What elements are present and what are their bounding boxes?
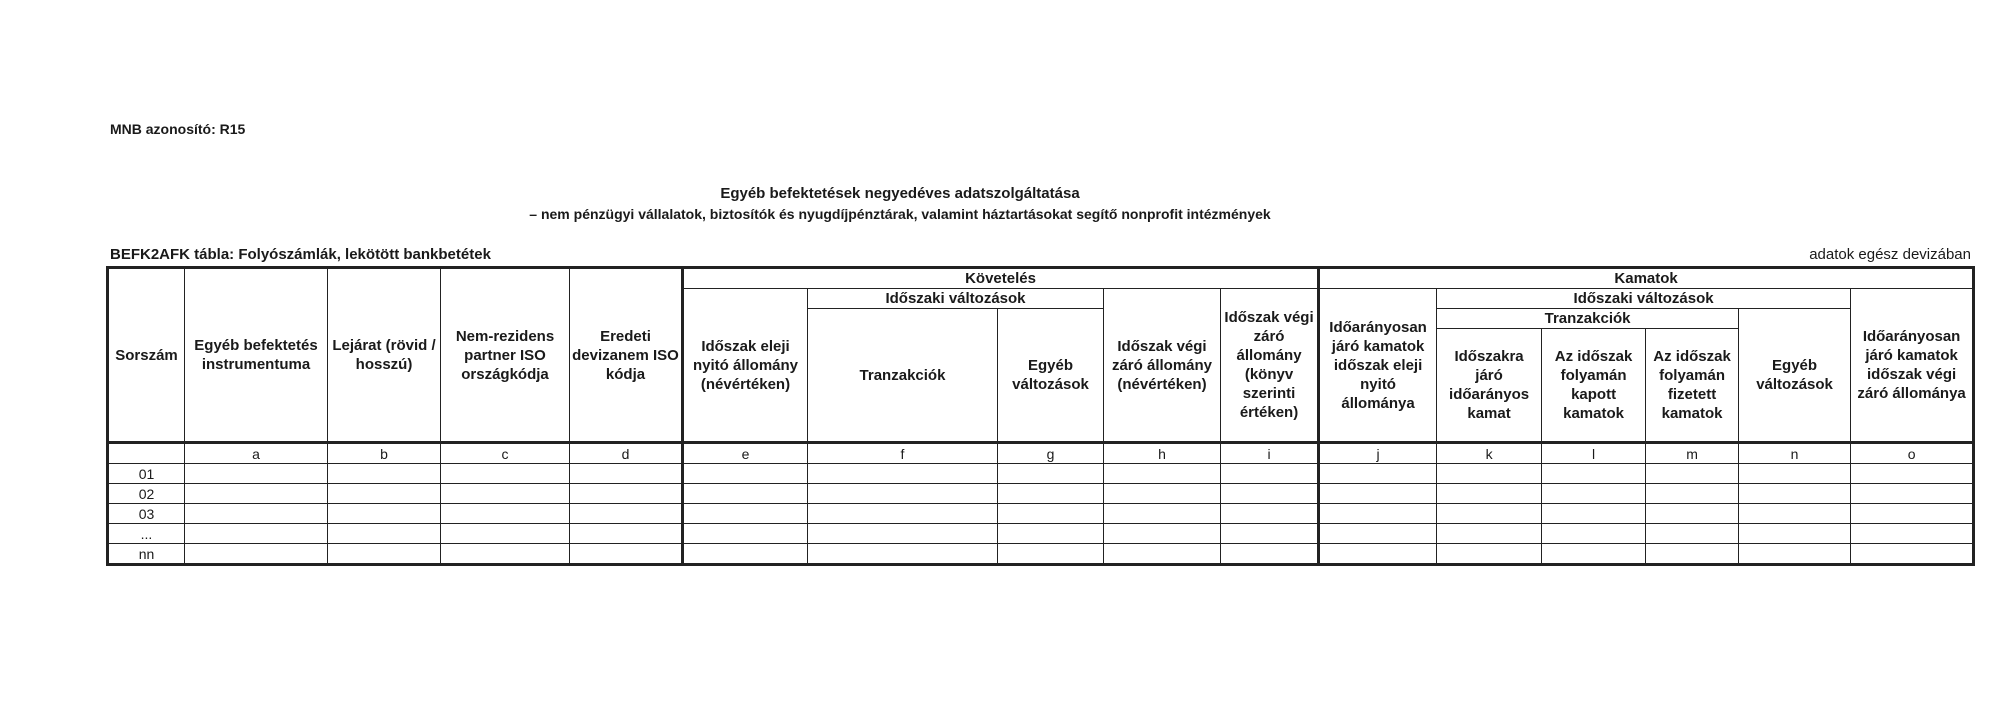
row-number: 03 — [108, 504, 185, 524]
column-letter: g — [998, 443, 1104, 464]
header-col-l: Az időszak folyamán kapott kamatok — [1542, 329, 1646, 443]
column-letter: k — [1437, 443, 1542, 464]
table-row — [108, 544, 1974, 565]
column-letter: h — [1104, 443, 1221, 464]
header-idoszaki-valtozasok-kamatok: Időszaki változások — [1437, 289, 1851, 309]
column-letter: i — [1221, 443, 1319, 464]
header-col-o: Időarányosan járó kamatok időszak végi záró állománya — [1851, 289, 1974, 443]
column-letter: j — [1319, 443, 1437, 464]
column-letter: b — [328, 443, 441, 464]
column-letter: d — [570, 443, 683, 464]
report-table — [106, 266, 1975, 566]
header-col-k: Időszakra járó időarányos kamat — [1437, 329, 1542, 443]
row-number: 02 — [108, 484, 185, 504]
report-subtitle: – nem pénzügyi vállalatok, biztosítók és nyugdíjpénztárak, valamint háztartásokat segítő nonprofit intézmények — [529, 206, 1271, 222]
row-number: 01 — [108, 464, 185, 484]
table-row — [108, 504, 1974, 524]
column-letter: c — [441, 443, 570, 464]
header-col-m: Az időszak folyamán fizetett kamatok — [1646, 329, 1739, 443]
column-letter: n — [1739, 443, 1851, 464]
header-col-n: Egyéb változások — [1739, 309, 1851, 443]
header-col-g: Egyéb változások — [998, 309, 1104, 443]
table-row — [108, 524, 1974, 544]
column-letter: m — [1646, 443, 1739, 464]
header-col-h: Időszak végi záró állomány (névértéken) — [1104, 289, 1221, 443]
header-col-d: Eredeti devizanem ISO kódja — [570, 268, 683, 443]
header-idoszaki-valtozasok-kovetelés: Időszaki változások — [808, 289, 1104, 309]
table-row — [108, 484, 1974, 504]
letter-cell-empty — [108, 443, 185, 464]
mnb-identifier: MNB azonosító: R15 — [110, 121, 246, 137]
unit-note: adatok egész devizában — [1809, 246, 1971, 263]
report-title: Egyéb befektetések negyedéves adatszolgáltatása — [720, 185, 1080, 202]
header-col-a: Egyéb befektetés instrumentuma — [185, 268, 328, 443]
column-letter: l — [1542, 443, 1646, 464]
column-letter: f — [808, 443, 998, 464]
column-letter: o — [1851, 443, 1974, 464]
row-number: nn — [108, 544, 185, 565]
header-col-b: Lejárat (rövid / hosszú) — [328, 268, 441, 443]
column-letter-row — [108, 443, 1974, 464]
header-col-f: Tranzakciók — [808, 309, 998, 443]
header-col-c: Nem-rezidens partner ISO országkódja — [441, 268, 570, 443]
header-col-j: Időarányosan járó kamatok időszak eleji nyitó állománya — [1319, 289, 1437, 443]
table-row — [108, 464, 1974, 484]
column-letter: a — [185, 443, 328, 464]
header-tranzakciok-kamatok: Tranzakciók — [1437, 309, 1739, 329]
header-col-e: Időszak eleji nyitó állomány (névértéken) — [683, 289, 808, 443]
header-group-kamatok: Kamatok — [1319, 268, 1974, 289]
column-letter: e — [683, 443, 808, 464]
header-sorszam: Sorszám — [108, 268, 185, 443]
header-group-kovetelés: Követelés — [683, 268, 1319, 289]
header-col-i: Időszak végi záró állomány (könyv szerinti értéken) — [1221, 289, 1319, 443]
table-name: BEFK2AFK tábla: Folyószámlák, lekötött bankbetétek — [110, 246, 491, 263]
row-number: ... — [108, 524, 185, 544]
